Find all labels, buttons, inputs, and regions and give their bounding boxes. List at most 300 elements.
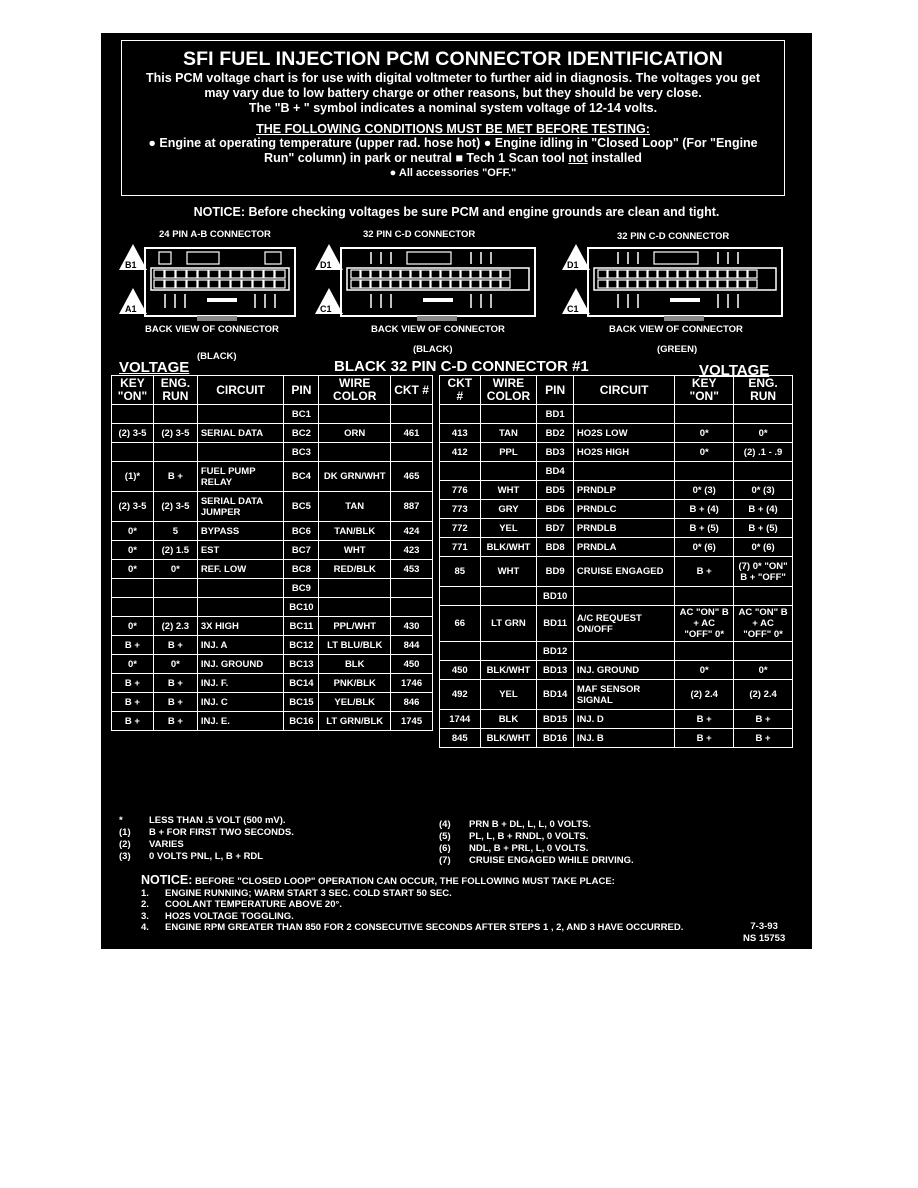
right-table-cell: B + [734, 729, 793, 748]
left-table-cell: BC15 [284, 693, 319, 712]
right-table-cell: PRNDLA [573, 538, 674, 557]
footnote-text: LESS THAN .5 VOLT (500 mV). [149, 815, 286, 826]
left-table-cell: BC3 [284, 443, 319, 462]
right-table-cell: HO2S HIGH [573, 443, 674, 462]
right-table-cell [440, 587, 481, 606]
table-row [440, 424, 793, 443]
right-table-cell: 0* [675, 661, 734, 680]
left-table-cell: BC9 [284, 579, 319, 598]
left-table-cell: INJ. F. [197, 674, 284, 693]
table-row [112, 443, 433, 462]
left-table-cell: INJ. A [197, 636, 284, 655]
right-table-cell: BD5 [537, 481, 574, 500]
table-row [440, 680, 793, 710]
left-table-cell: 0* [153, 560, 197, 579]
left-table-cell: YEL/BLK [319, 693, 391, 712]
left-table-cell: BC2 [284, 424, 319, 443]
footnote [439, 843, 634, 855]
right-table-cell [734, 587, 793, 606]
table-row [112, 598, 433, 617]
left-table-cell [112, 443, 154, 462]
left-table-cell: 0* [112, 541, 154, 560]
right-table-cell: LT GRN [480, 606, 537, 642]
connector-2-title: 32 PIN C-D CONNECTOR [363, 229, 476, 240]
right-table-cell: 776 [440, 481, 481, 500]
left-table-cell: 887 [391, 492, 433, 522]
header-box [121, 40, 785, 196]
left-table-cell: LT GRN/BLK [319, 712, 391, 731]
right-table-cell: A/C REQUEST ON/OFF [573, 606, 674, 642]
table-row [440, 462, 793, 481]
right-table-cell: B + [675, 729, 734, 748]
left-table-header-cell: ENG. RUN [153, 376, 197, 405]
page-title: SFI FUEL INJECTION PCM CONNECTOR IDENTIFICATION [183, 48, 723, 70]
left-table-cell: B + [112, 636, 154, 655]
right-table-cell: PRNDLC [573, 500, 674, 519]
table-row [112, 617, 433, 636]
right-table-body [440, 405, 793, 748]
left-table-cell: BC7 [284, 541, 319, 560]
table-row [112, 522, 433, 541]
right-table-cell: BD4 [537, 462, 574, 481]
left-table-cell: B + [112, 693, 154, 712]
left-table-cell: ORN [319, 424, 391, 443]
right-table-header-cell: KEY "ON" [675, 376, 734, 405]
conditions-heading: THE FOLLOWING CONDITIONS MUST BE MET BEFORE TESTING: [256, 122, 650, 136]
table-row [112, 492, 433, 522]
intro-line-1: This PCM voltage chart is for use with digital voltmeter to further aid in diagnosis. The voltages you get [146, 71, 760, 85]
connector-2-bottom-pin: C1 [320, 304, 332, 314]
right-table-cell: WHT [480, 481, 537, 500]
footnote-text: CRUISE ENGAGED WHILE DRIVING. [469, 855, 634, 866]
left-table-cell: PPL/WHT [319, 617, 391, 636]
right-table-cell: 0* [734, 661, 793, 680]
left-table-cell: B + [153, 693, 197, 712]
right-table-cell: BD9 [537, 557, 574, 587]
left-table-cell: 0* [112, 655, 154, 674]
left-table-cell: BC8 [284, 560, 319, 579]
connector-3-caption: BACK VIEW OF CONNECTOR [609, 324, 743, 335]
table-row [112, 405, 433, 424]
footnote-key: (2) [119, 839, 131, 850]
connector-2-top-pin: D1 [320, 260, 332, 270]
left-table-cell: WHT [319, 541, 391, 560]
right-table-cell [573, 405, 674, 424]
left-table-cell: 430 [391, 617, 433, 636]
footnote-text: PL, L, B + RNDL, 0 VOLTS. [469, 831, 589, 842]
right-table-cell [480, 405, 537, 424]
right-table-cell: BD7 [537, 519, 574, 538]
closed-loop-step [141, 888, 683, 900]
connector-3-title: 32 PIN C-D CONNECTOR [617, 231, 730, 242]
left-table-cell: B + [153, 462, 197, 492]
condition-line-2a: Run" column) in park or neutral ■ Tech 1 Scan tool [264, 151, 569, 165]
table-row [112, 579, 433, 598]
left-table-cell [197, 579, 284, 598]
left-table-cell: B + [153, 712, 197, 731]
right-table-header [440, 376, 793, 405]
left-pin-table [111, 375, 433, 731]
left-table-cell: SERIAL DATA [197, 424, 284, 443]
connector-1-diagram [115, 238, 305, 322]
right-table-cell: PRNDLP [573, 481, 674, 500]
right-table-cell [480, 462, 537, 481]
left-table-cell [319, 598, 391, 617]
left-table-cell [391, 579, 433, 598]
left-table-header-cell: CIRCUIT [197, 376, 284, 405]
right-table-cell: INJ. GROUND [573, 661, 674, 680]
right-table-cell: 845 [440, 729, 481, 748]
right-table-cell: B + [675, 557, 734, 587]
right-table-cell: 0* (6) [675, 538, 734, 557]
connector-3-color: (GREEN) [657, 344, 698, 355]
left-table-cell: B + [112, 674, 154, 693]
left-table-cell: REF. LOW [197, 560, 284, 579]
left-table-cell: 5 [153, 522, 197, 541]
left-table-cell [153, 405, 197, 424]
table-row [112, 693, 433, 712]
footnote-key: (1) [119, 827, 131, 838]
left-table-cell: EST [197, 541, 284, 560]
left-table-cell: INJ. C [197, 693, 284, 712]
footnote [119, 827, 294, 839]
left-table-cell: 0* [153, 655, 197, 674]
condition-line-2 [122, 151, 784, 166]
step-text: ENGINE RUNNING; WARM START 3 SEC. COLD START 50 SEC. [165, 887, 452, 899]
connector-1-color: (BLACK) [197, 351, 237, 362]
right-table-cell [573, 462, 674, 481]
right-table-cell [675, 462, 734, 481]
step-number: 2. [141, 899, 149, 910]
left-table-cell: 3X HIGH [197, 617, 284, 636]
left-table-cell: BC5 [284, 492, 319, 522]
left-table-cell: (2) 2.3 [153, 617, 197, 636]
left-table-cell: 846 [391, 693, 433, 712]
right-table-cell: B + (4) [675, 500, 734, 519]
table-row [112, 424, 433, 443]
left-table-cell [197, 443, 284, 462]
right-table-cell: 492 [440, 680, 481, 710]
right-table-cell: 85 [440, 557, 481, 587]
connector-1-title: 24 PIN A-B CONNECTOR [159, 229, 271, 240]
left-table-cell [319, 405, 391, 424]
right-table-cell [734, 462, 793, 481]
left-table-cell: BC4 [284, 462, 319, 492]
left-table-body [112, 405, 433, 731]
right-table-cell: (2) .1 - .9 [734, 443, 793, 462]
left-table-cell: (2) 3-5 [153, 492, 197, 522]
footnote-key: (4) [439, 819, 451, 830]
left-table-cell: PNK/BLK [319, 674, 391, 693]
table-row [112, 655, 433, 674]
condition-line-3: ● All accessories "OFF." [389, 167, 517, 179]
left-table-cell: 0* [112, 560, 154, 579]
footnotes-left [119, 815, 294, 863]
footnote-text: B + FOR FIRST TWO SECONDS. [149, 827, 294, 838]
connector-3-diagram [558, 238, 788, 322]
left-table-cell: BC14 [284, 674, 319, 693]
right-table-cell: BLK [480, 710, 537, 729]
step-number: 4. [141, 922, 149, 933]
footnote [439, 819, 634, 831]
right-table-cell: BD14 [537, 680, 574, 710]
left-table-cell: 461 [391, 424, 433, 443]
left-table-cell: 0* [112, 617, 154, 636]
right-table-cell [675, 642, 734, 661]
right-table-cell: B + (5) [734, 519, 793, 538]
table-row [112, 636, 433, 655]
left-table-cell: SERIAL DATA JUMPER [197, 492, 284, 522]
left-table-header-cell: CKT # [391, 376, 433, 405]
right-table-cell: INJ. D [573, 710, 674, 729]
left-table-cell: BC11 [284, 617, 319, 636]
left-table-cell: FUEL PUMP RELAY [197, 462, 284, 492]
closed-loop-notice [141, 875, 683, 934]
left-table-cell: BC6 [284, 522, 319, 541]
right-pin-table [439, 375, 793, 748]
left-table-header-cell: PIN [284, 376, 319, 405]
right-table-cell: B + (4) [734, 500, 793, 519]
left-table-cell: (1)* [112, 462, 154, 492]
connector-2-color: (BLACK) [413, 344, 453, 355]
left-table-cell: (2) 3-5 [112, 424, 154, 443]
left-table-cell [153, 443, 197, 462]
intro-line-2: may vary due to low battery charge or other reasons, but they should be very close. [204, 86, 702, 100]
left-table-cell: INJ. E. [197, 712, 284, 731]
table-row [440, 443, 793, 462]
right-table-cell: 771 [440, 538, 481, 557]
connector-1-bottom-pin: A1 [125, 304, 137, 314]
left-table-cell: BC12 [284, 636, 319, 655]
step-number: 3. [141, 910, 149, 922]
footnote-text: VARIES [149, 839, 184, 850]
table-title: BLACK 32 PIN C-D CONNECTOR #1 [334, 358, 589, 375]
right-table-header-cell: CKT # [440, 376, 481, 405]
right-table-cell [440, 642, 481, 661]
right-table-cell: GRY [480, 500, 537, 519]
footnote [439, 855, 634, 867]
left-table-cell [391, 405, 433, 424]
table-row [440, 606, 793, 642]
connector-1-caption: BACK VIEW OF CONNECTOR [145, 324, 279, 335]
closed-loop-notice-title: NOTICE: [141, 873, 193, 887]
right-table-cell [734, 642, 793, 661]
intro-line-3: The "B + " symbol indicates a nominal system voltage of 12-14 volts. [248, 101, 658, 115]
voltage-label-right: VOLTAGE [699, 362, 770, 379]
left-table-cell: 1746 [391, 674, 433, 693]
right-table-cell: 1744 [440, 710, 481, 729]
right-table-cell: BD16 [537, 729, 574, 748]
connector-3-top-pin: D1 [567, 260, 579, 270]
footnote [119, 839, 294, 851]
left-table-cell: BC13 [284, 655, 319, 674]
right-table-cell: BD6 [537, 500, 574, 519]
right-table-cell [440, 462, 481, 481]
right-table-cell: B + [734, 710, 793, 729]
table-row [440, 710, 793, 729]
right-table-cell: HO2S LOW [573, 424, 674, 443]
table-row [112, 560, 433, 579]
right-table-cell: 0* [675, 443, 734, 462]
left-table-cell [112, 598, 154, 617]
left-table-cell: BC10 [284, 598, 319, 617]
right-table-cell [480, 642, 537, 661]
table-row [112, 712, 433, 731]
left-table-cell: 1745 [391, 712, 433, 731]
right-table-cell: BD12 [537, 642, 574, 661]
right-table-cell [573, 587, 674, 606]
step-text: ENGINE RPM GREATER THAN 850 FOR 2 CONSECUTIVE SECONDS AFTER STEPS 1 , 2, AND 3 HAVE OCCURRED. [165, 922, 684, 933]
footnote-key: (5) [439, 831, 451, 842]
doc-date-ref [743, 921, 785, 945]
table-row [440, 481, 793, 500]
right-table-cell: 0* (3) [734, 481, 793, 500]
table-row [112, 541, 433, 560]
left-table-cell [197, 405, 284, 424]
table-row [440, 538, 793, 557]
left-table-cell: B + [153, 674, 197, 693]
left-table-cell: BYPASS [197, 522, 284, 541]
step-text: HO2S VOLTAGE TOGGLING. [165, 910, 294, 922]
closed-loop-step [141, 922, 683, 934]
right-table-cell: AC "ON" B + AC "OFF" 0* [734, 606, 793, 642]
left-table-cell [153, 598, 197, 617]
left-table-cell: BC16 [284, 712, 319, 731]
left-table-header-cell: KEY "ON" [112, 376, 154, 405]
right-table-cell: CRUISE ENGAGED [573, 557, 674, 587]
left-table-cell: TAN/BLK [319, 522, 391, 541]
left-table-cell [391, 443, 433, 462]
right-table-cell [675, 405, 734, 424]
left-table-cell: LT BLU/BLK [319, 636, 391, 655]
closed-loop-step [141, 911, 683, 923]
closed-loop-notice-text: BEFORE "CLOSED LOOP" OPERATION CAN OCCUR, THE FOLLOWING MUST TAKE PLACE: [195, 876, 615, 887]
right-table-cell: 0* [675, 424, 734, 443]
right-table-cell: BD15 [537, 710, 574, 729]
right-table-cell: B + [675, 710, 734, 729]
right-table-header-cell: PIN [537, 376, 574, 405]
right-table-cell: 412 [440, 443, 481, 462]
closed-loop-step [141, 899, 683, 911]
right-table-header-cell: ENG. RUN [734, 376, 793, 405]
right-table-cell: PPL [480, 443, 537, 462]
step-text: COOLANT TEMPERATURE ABOVE 20°. [165, 899, 342, 910]
left-table-cell: B + [112, 712, 154, 731]
table-row [440, 661, 793, 680]
left-table-header-cell: WIRE COLOR [319, 376, 391, 405]
left-table-cell: 424 [391, 522, 433, 541]
table-row [440, 405, 793, 424]
table-row [112, 462, 433, 492]
left-table-cell: RED/BLK [319, 560, 391, 579]
left-table-cell [112, 405, 154, 424]
left-table-cell: (2) 1.5 [153, 541, 197, 560]
right-table-cell: YEL [480, 519, 537, 538]
table-row [440, 519, 793, 538]
footnote [119, 815, 294, 827]
left-table-cell: 844 [391, 636, 433, 655]
left-table-cell: 0* [112, 522, 154, 541]
right-table-cell: AC "ON" B + AC "OFF" 0* [675, 606, 734, 642]
condition-line-1: ● Engine at operating temperature (upper rad. hose hot) ● Engine idling in "Closed Loop" (For "Engine [148, 136, 758, 150]
right-table-cell: 772 [440, 519, 481, 538]
table-row [440, 500, 793, 519]
right-table-cell: 0* (6) [734, 538, 793, 557]
footnote [119, 851, 294, 863]
footnote-key: (6) [439, 843, 451, 854]
right-table-cell: TAN [480, 424, 537, 443]
right-table-cell: 413 [440, 424, 481, 443]
right-table-cell: WHT [480, 557, 537, 587]
voltage-label-left: VOLTAGE [119, 359, 190, 376]
right-table-cell: B + (5) [675, 519, 734, 538]
connector-2-diagram [311, 238, 541, 322]
right-table-cell: (2) 2.4 [675, 680, 734, 710]
left-table-cell: TAN [319, 492, 391, 522]
right-table-cell: BD10 [537, 587, 574, 606]
right-table-cell: BD13 [537, 661, 574, 680]
condition-not: not [568, 151, 588, 165]
right-table-cell: PRNDLB [573, 519, 674, 538]
left-table-cell: BLK [319, 655, 391, 674]
left-table-header [112, 376, 433, 405]
right-table-cell: BD1 [537, 405, 574, 424]
connector-1-top-pin: B1 [125, 260, 137, 270]
table-row [440, 642, 793, 661]
left-table-cell: BC1 [284, 405, 319, 424]
left-table-cell [153, 579, 197, 598]
left-table-cell: (2) 3-5 [112, 492, 154, 522]
right-table-header-cell: WIRE COLOR [480, 376, 537, 405]
left-table-cell: DK GRN/WHT [319, 462, 391, 492]
step-number: 1. [141, 887, 149, 899]
right-table-cell: (2) 2.4 [734, 680, 793, 710]
left-table-cell [391, 598, 433, 617]
right-table-cell [734, 405, 793, 424]
right-table-cell: 450 [440, 661, 481, 680]
left-table-cell: 453 [391, 560, 433, 579]
footnote [439, 831, 634, 843]
right-table-cell: 0* [734, 424, 793, 443]
right-table-cell: INJ. B [573, 729, 674, 748]
right-table-cell: 66 [440, 606, 481, 642]
doc-ref: NS 15753 [743, 933, 786, 944]
table-row [440, 557, 793, 587]
table-row [440, 587, 793, 606]
condition-line-2c: installed [587, 151, 642, 165]
right-table-cell [675, 587, 734, 606]
left-table-cell [319, 443, 391, 462]
right-table-cell: BLK/WHT [480, 661, 537, 680]
table-row [440, 729, 793, 748]
right-table-cell: BLK/WHT [480, 729, 537, 748]
right-table-cell [573, 642, 674, 661]
footnote-key: * [119, 815, 123, 826]
right-table-cell: BD11 [537, 606, 574, 642]
right-table-cell: BD8 [537, 538, 574, 557]
doc-date: 7-3-93 [750, 921, 778, 932]
right-table-cell: (7) 0* "ON" B + "OFF" [734, 557, 793, 587]
right-table-cell [440, 405, 481, 424]
right-table-cell: 0* (3) [675, 481, 734, 500]
right-table-cell: BLK/WHT [480, 538, 537, 557]
right-table-cell [480, 587, 537, 606]
left-table-cell [197, 598, 284, 617]
right-table-cell: 773 [440, 500, 481, 519]
footnotes-right [439, 819, 634, 867]
notice-grounds: NOTICE: Before checking voltages be sure PCM and engine grounds are clean and tight. [193, 205, 720, 219]
footnote-text: PRN B + DL, L, L, 0 VOLTS. [469, 819, 592, 830]
